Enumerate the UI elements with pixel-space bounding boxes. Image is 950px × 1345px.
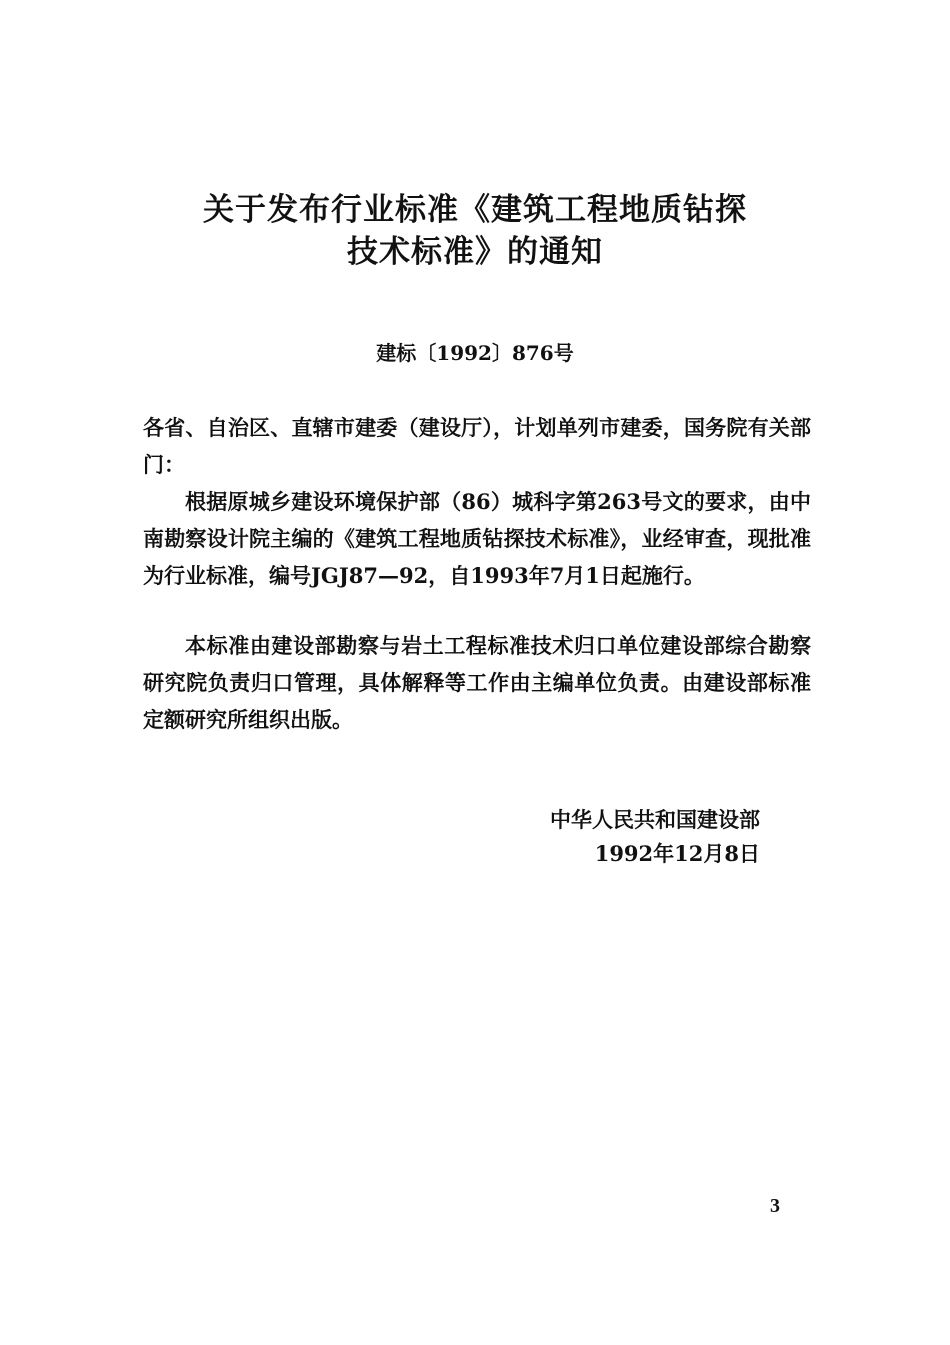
issuing-organization: 中华人民共和国建设部 [550,807,760,832]
notice-title-line-2: 技术标准》的通知 [347,234,603,270]
document-number: 建标〔1992〕876号 [376,341,574,365]
paragraph-approval: 根据原城乡建设环境保护部（86）城科字第263号文的要求，由中南勘察设计院主编的《建筑工程地质钻探技术标准》，业经审查，现批准为行业标准，编号JGJ87—92，自1993年7月1日起施行。 [143,489,811,588]
issue-date: 1992年12月8日 [594,841,760,866]
page-number: 3 [770,1195,780,1217]
notice-title-line-1: 关于发布行业标准《建筑工程地质钻探 [203,192,747,228]
addressee: 各省、自治区、直辖市建委（建设厅），计划单列市建委，国务院有关部门： [143,415,811,477]
paragraph-management: 本标准由建设部勘察与岩土工程标准技术归口单位建设部综合勘察研究院负责归口管理，具体解释等工作由主编单位负责。由建设部标准定额研究所组织出版。 [143,633,811,732]
